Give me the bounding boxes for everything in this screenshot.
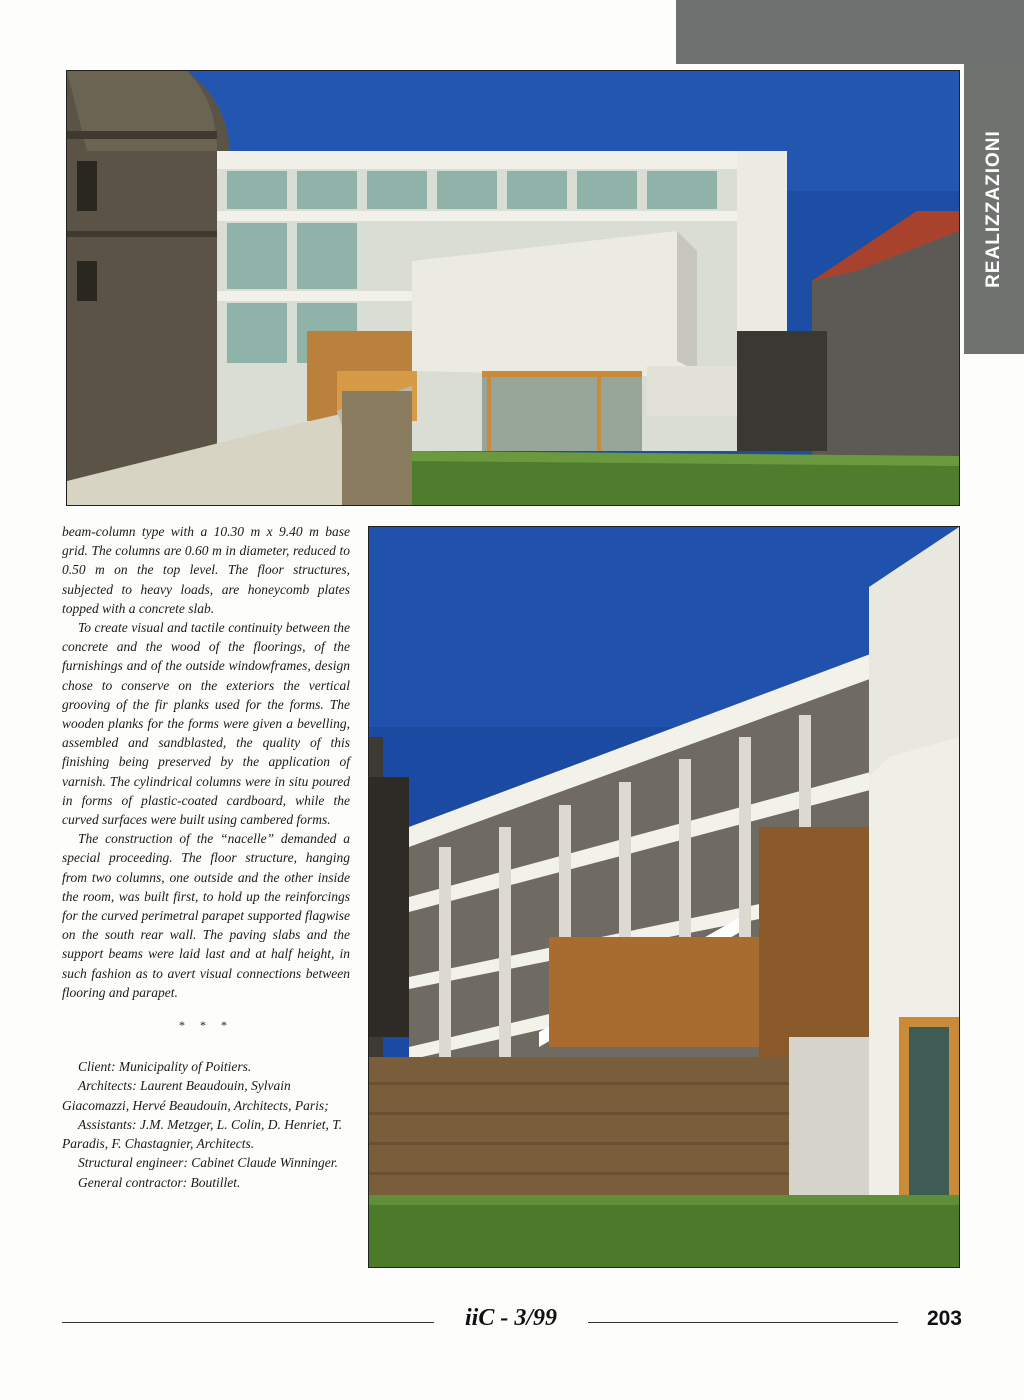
footer-rule-right	[588, 1322, 898, 1323]
page-number: 203	[926, 1307, 962, 1330]
photo-building-side-view	[368, 526, 960, 1268]
body-paragraph: The construction of the “nacelle” demanded a special proceeding. The floor structure, hanging from two columns, one outside and the other inside the room, was built first, to hold up the reinforcings for the curved perimetral parapet supported flagwise on the south rear wall. The paving slabs and the support beams were laid last and at half height, in such fashion as to avert visual connections between flooring and parapet.	[62, 831, 350, 1000]
footer-journal-issue: iiC - 3/99	[464, 1305, 557, 1331]
body-paragraph: beam-column type with a 10.30 m x 9.40 m base grid. The columns are 0.60 m in diameter, reduced to 0.50 m on the top level. The floor structures, subjected to heavy loads, are honeycomb plates topped with a concrete slab.	[62, 524, 350, 616]
credit-assistants: Assistants: J.M. Metzger, L. Colin, D. Henriet, T. Paradis, F. Chastagnier, Architects.	[62, 1116, 343, 1152]
credit-client: Client: Municipality of Poitiers.	[78, 1059, 252, 1075]
article-text-column	[62, 522, 350, 1192]
project-credits	[62, 1057, 350, 1191]
credit-structural-engineer: Structural engineer: Cabinet Claude Winninger.	[78, 1155, 338, 1171]
section-separator: * * *	[179, 1018, 233, 1033]
credit-architects: Architects: Laurent Beaudouin, Sylvain Giacomazzi, Hervé Beaudouin, Architects, Paris;	[62, 1078, 329, 1113]
header-gray-bar	[676, 0, 1024, 64]
section-tab	[964, 64, 1024, 354]
body-paragraph: To create visual and tactile continuity between the concrete and the wood of the floorings, of the furnishings and of the outside windowframes, design chose to conserve on the exteriors the vertical grooving of the fir planks used for the forms. The wooden planks for the forms were given a bevelling, assembled and sandblasted, the quality of this finishing being preserved by the application of varnish. The cylindrical columns were in situ poured in forms of plastic-coated cardboard, while the curved surfaces were built using cambered forms.	[62, 620, 350, 828]
section-tab-label: REALIZZAZIONI	[983, 130, 1004, 288]
footer-rule-left	[62, 1322, 434, 1323]
photo-building-facade	[66, 70, 960, 506]
credit-general-contractor: General contractor: Boutillet.	[78, 1174, 241, 1190]
